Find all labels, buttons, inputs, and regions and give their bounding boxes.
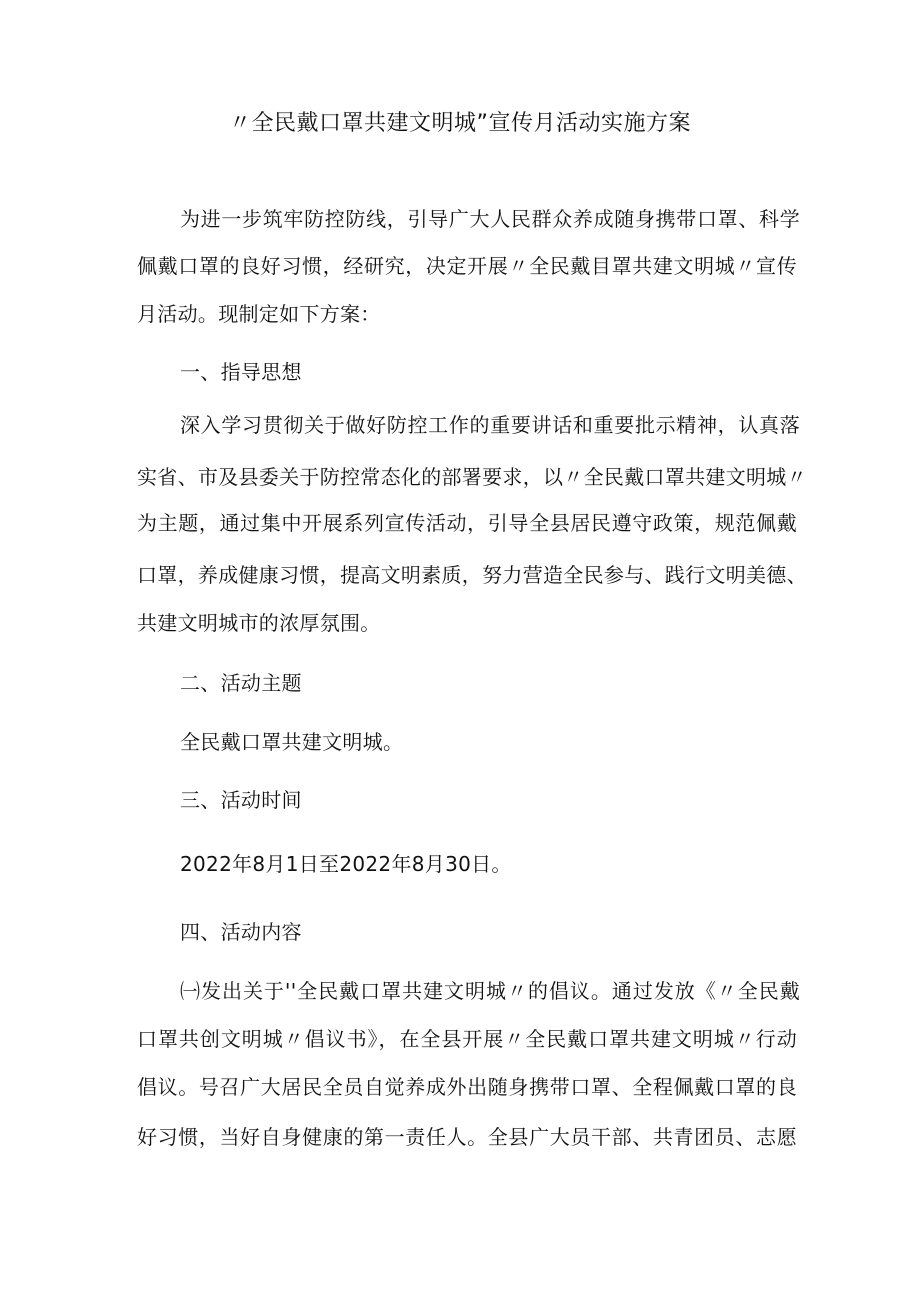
activity-theme-text: 全民戴口罩共建文明城。: [180, 730, 404, 754]
section4-line-2: 口罩共创文明城〃倡议书》，在全县开展〃全民戴口罩共建文明城〃行动: [137, 1027, 797, 1051]
section4-line-1: ㈠发出关于''全民戴口罩共建文明城〃的倡议。通过发放《〃全民戴: [180, 979, 800, 1003]
intro-line-3: 月活动。现制定如下方案：: [137, 302, 381, 326]
intro-line-1: 为进一步筑牢防控防线，引导广大人民群众养成随身携带口罩、科学: [180, 207, 800, 231]
section-heading-activity-time: 三、活动时间: [180, 788, 302, 812]
section1-line-1: 深入学习贯彻关于做好防控工作的重要讲话和重要批示精神，认真落: [180, 413, 800, 437]
section-heading-activity-theme: 二、活动主题: [180, 671, 302, 695]
activity-time-text: 2022年8月1日至2022年8月30日。: [180, 852, 512, 876]
intro-line-2: 佩戴口罩的良好习惯，经研究，决定开展〃全民戴目罩共建文明城〃宣传: [137, 254, 797, 278]
document-title: 〃全民戴口罩共建文明城”宣传月活动实施方案: [229, 111, 691, 136]
section1-line-4: 口罩，养成健康习惯，提高文明素质，努力营造全民参与、践行文明美德、: [137, 563, 807, 587]
section1-line-3: 为主题，通过集中开展系列宣传活动，引导全县居民遵守政策，规范佩戴: [137, 511, 797, 535]
section4-line-3: 倡议。号召广大居民全员自觉养成外出随身携带口罩、全程佩戴口罩的良: [137, 1075, 797, 1099]
section1-line-5: 共建文明城市的浓厚氛围。: [137, 611, 381, 635]
section-heading-guiding-ideology: 一、指导思想: [180, 360, 302, 384]
section-heading-activity-content: 四、活动内容: [180, 920, 302, 944]
section1-line-2: 实省、市及县委关于防控常态化的部署要求，以〃全民戴口罩共建文明城〃: [137, 465, 807, 489]
section4-line-4: 好习惯，当好自身健康的第一责任人。全县广大员干部、共青团员、志愿: [137, 1125, 797, 1149]
